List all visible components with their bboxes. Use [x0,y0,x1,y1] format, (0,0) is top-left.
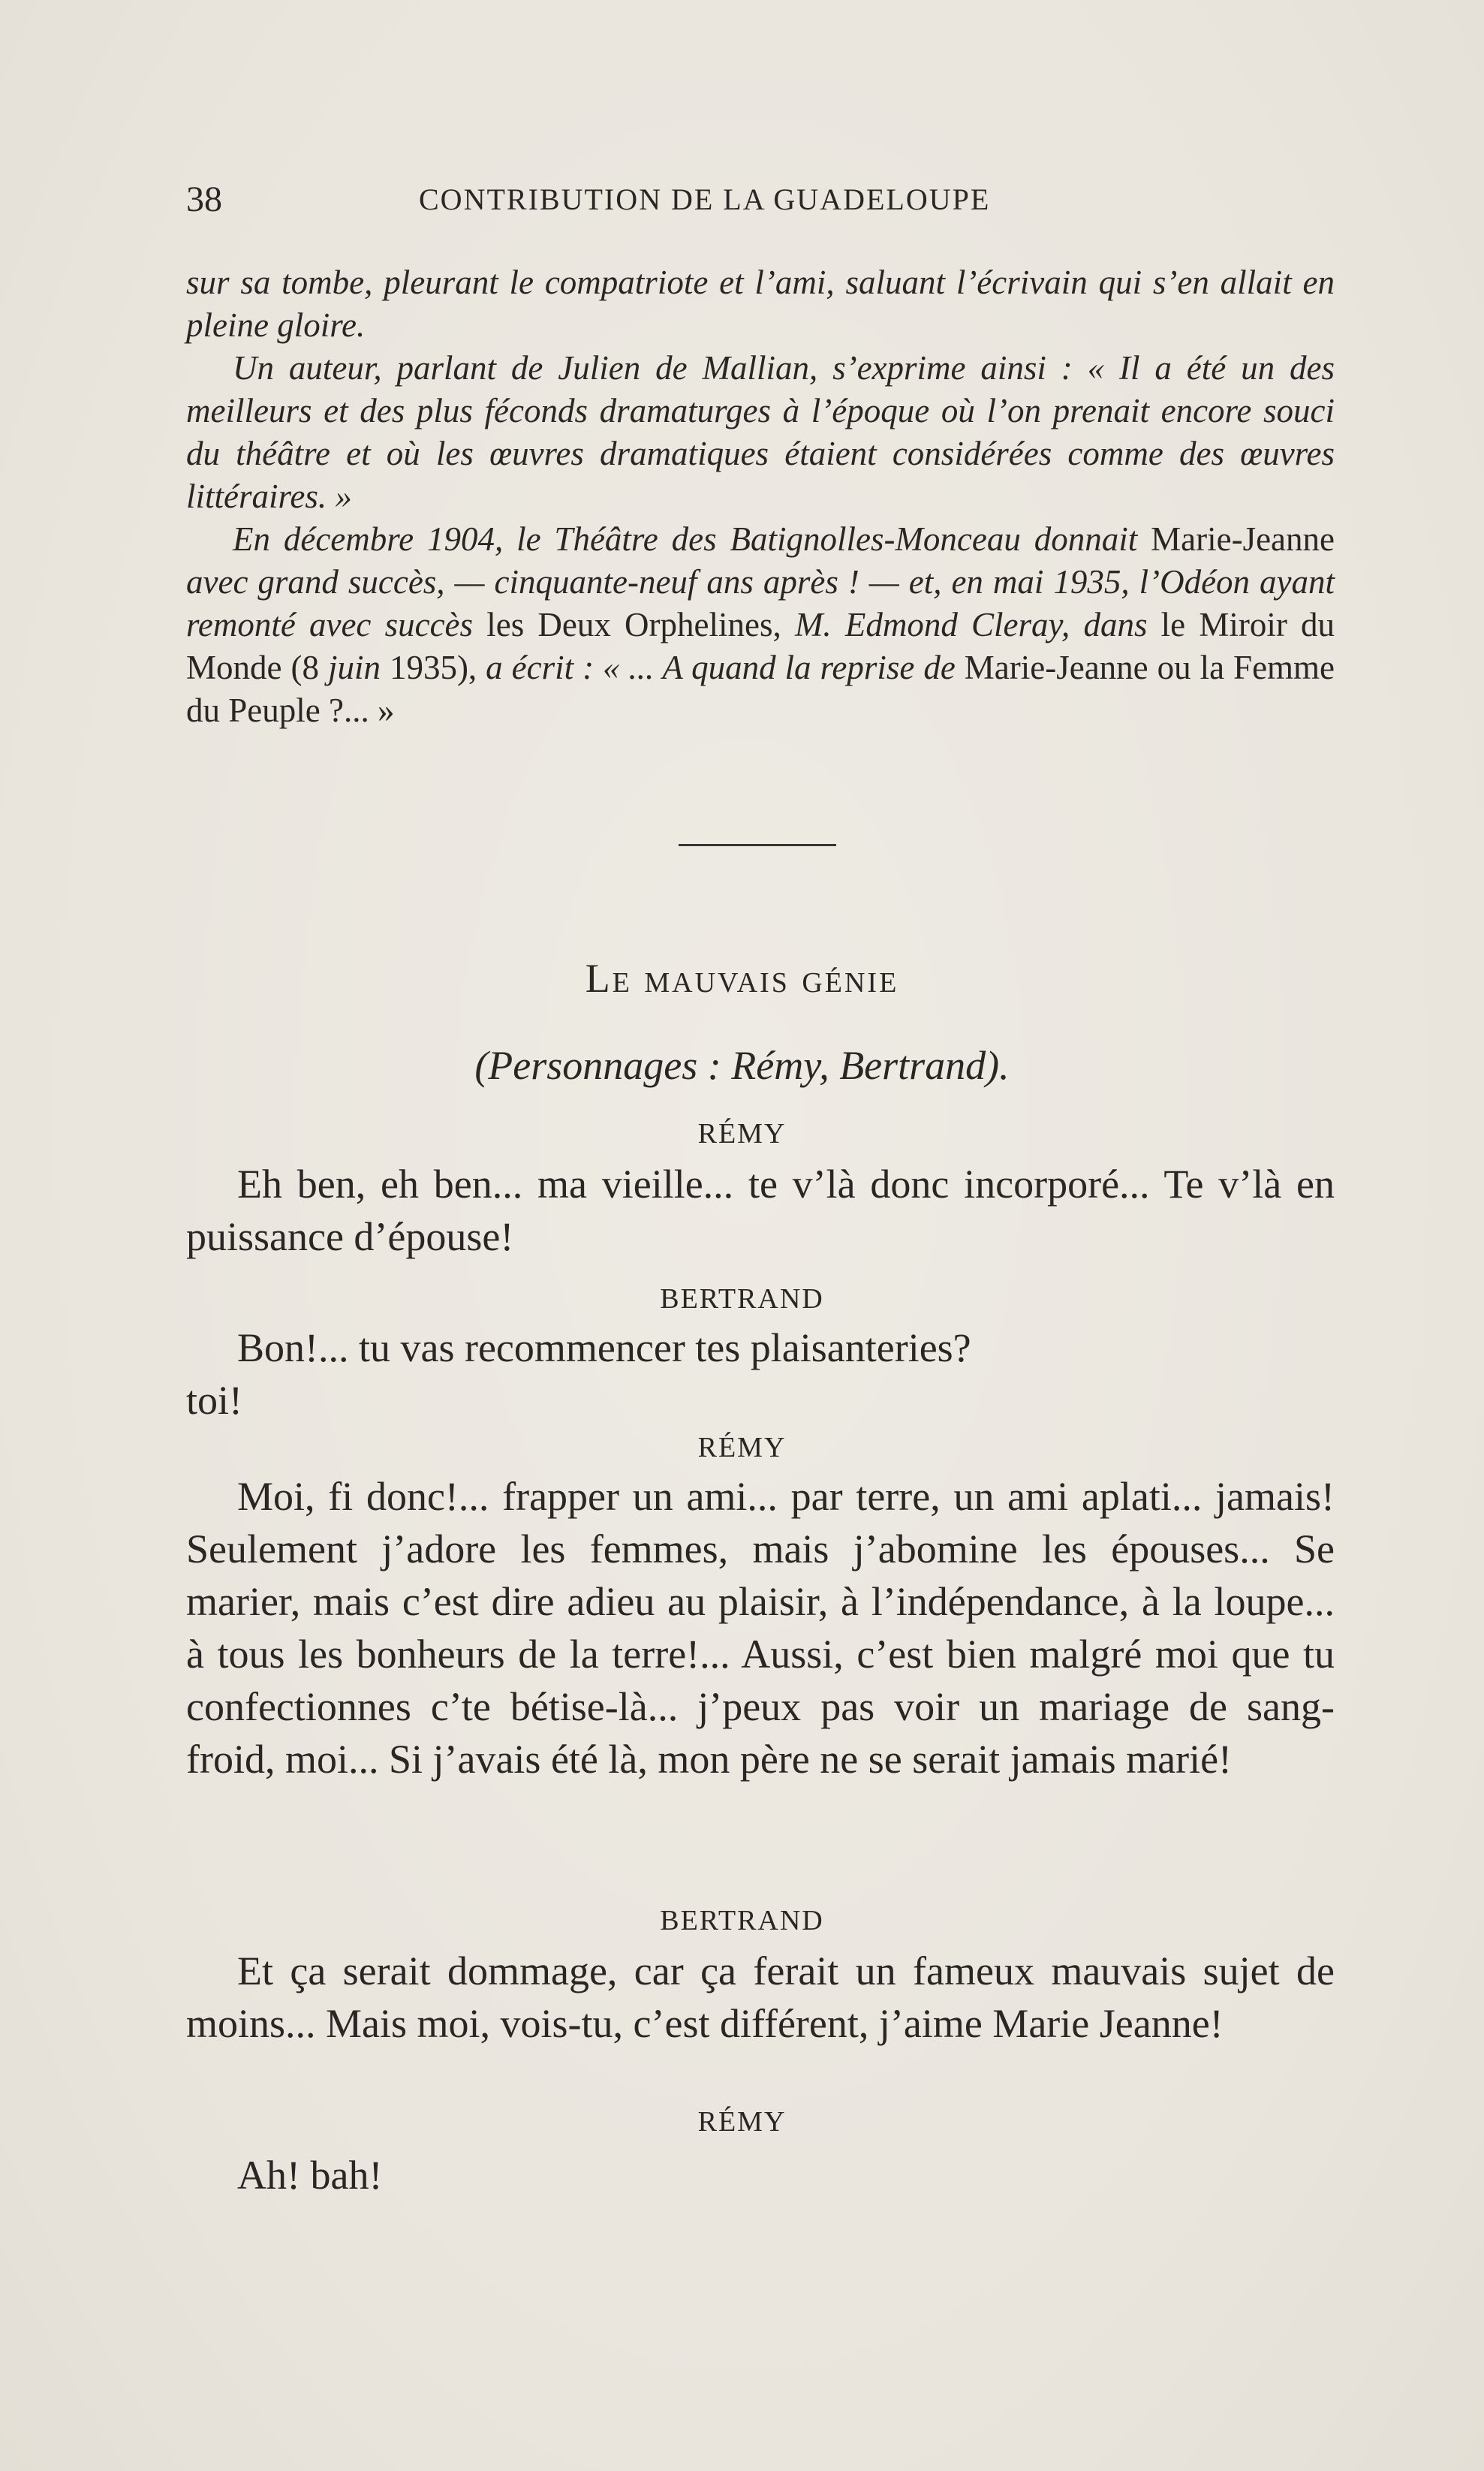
speech-block [186,1945,1335,2050]
intro-p3-f: le Miroir du Monde (8 [186,606,1335,686]
intro-p3-b: Marie-Jeanne [1151,520,1335,558]
intro-paragraph-2: Un auteur, parlant de Julien de Mallian, s’exprime ainsi : « Il a été un des meilleurs et des plus féconds dramaturges à l’époque où l’on prenait encore souci du théâtre et où les œuvres dramatiques étaient considérées comme des œuvres littéraires. » [186,349,1335,515]
intro-p3-c: avec grand succès, — cinquante-neuf ans après ! — et, en mai 1935, l’Odéon ayant remonté avec succès [186,563,1335,643]
speech-text: Eh ben, eh ben... ma vieille... te v’là donc incorporé... Te v’là en puissance d’épouse! [186,1162,1335,1259]
play-title: Le mauvais génie [585,956,899,1001]
play-characters: (Personnages : Rémy, Bertrand). [474,1043,1010,1088]
speaker-name: RÉMY [697,1432,787,1463]
intro-p3-g: juin [327,649,381,686]
speaker-name: RÉMY [697,2106,787,2138]
section-divider [679,844,836,846]
intro-p3-h: 1935), [389,649,477,686]
intro-text [186,261,1335,732]
intro-paragraph-3 [186,518,1335,732]
running-head: CONTRIBUTION DE LA GUADELOUPE [419,182,991,216]
intro-p3-a: En décembre 1904, le Théâtre des Batignolles-Monceau donnait [233,520,1138,558]
intro-p3-j: Marie-Jeanne ou la Femme du Peuple ?... » [186,649,1335,729]
speech-text: Et ça serait dommage, car ça ferait un fameux mauvais sujet de moins... Mais moi, vois-tu, c’est différent, j’aime Marie Jeanne! [186,1948,1335,2046]
intro-paragraph-1: sur sa tombe, pleurant le compatriote et l’ami, saluant l’écrivain qui s’en allait en pleine gloire. [186,264,1335,344]
speaker-name: BERTRAND [660,1905,824,1936]
intro-p3-d: les Deux Orphelines, [486,606,781,643]
speaker-name: BERTRAND [660,1283,824,1315]
speech-text: Ah! bah! [237,2153,383,2198]
page-number: 38 [186,179,222,219]
speech-block [186,2149,1335,2201]
page-header [186,177,1335,222]
speech-block [186,1158,1335,1263]
intro-p3-i: a écrit : « ... A quand la reprise de [486,649,956,686]
intro-p3-e: M. Edmond Cleray, dans [794,606,1148,643]
speech-block [186,1470,1335,1785]
speech-text: Bon!... tu vas recommencer tes plaisanteries? [237,1325,971,1370]
speaker-name: RÉMY [697,1118,787,1150]
speech-block [186,1321,1335,1427]
speech-text: Moi, fi donc!... frapper un ami... par terre, un ami aplati... jamais! Seulement j’adore les femmes, mais j’abomine les épouses... Se marier, mais c’est dire adieu au plaisir, à l’indépendance, à la loupe... à tous les bonheurs de la terre!... Aussi, c’est bien malgré moi que tu confectionnes c’te bétise-là... j’peux pas voir un mariage de sang-froid, moi... Si j’avais été là, mon père ne se serait jamais marié! [186,1474,1335,1782]
speech-text-continued: toi! [186,1378,242,1423]
